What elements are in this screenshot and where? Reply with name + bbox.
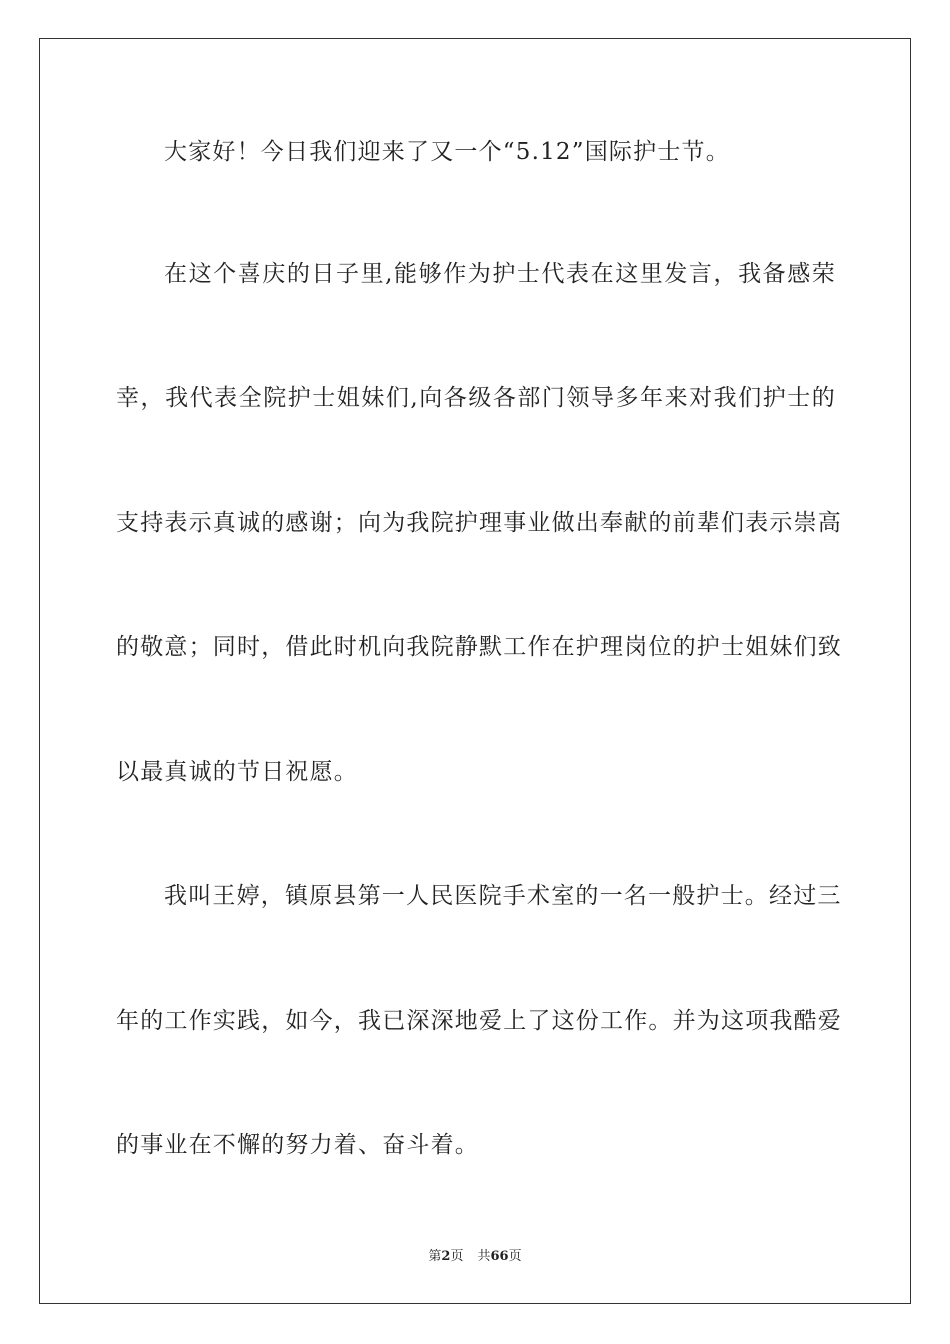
total-suffix: 页: [508, 1249, 522, 1264]
page-border: [39, 38, 911, 1304]
paragraph-2-line-1: 在这个喜庆的日子里,能够作为护士代表在这里发言，我备感荣: [164, 261, 836, 287]
page-suffix: 页: [450, 1249, 464, 1264]
paragraph-2-line-3: 支持表示真诚的感谢；向为我院护理事业做出奉献的前辈们表示崇高: [116, 510, 842, 536]
total-pages: 66: [490, 1249, 509, 1264]
paragraph-1-line-1: 大家好！今日我们迎来了又一个“5.12”国际护士节。: [164, 139, 730, 165]
paragraph-2-line-4: 的敬意；同时，借此时机向我院静默工作在护理岗位的护士姐妹们致: [116, 634, 842, 660]
paragraph-3-line-1: 我叫王婷，镇原县第一人民医院手术室的一名一般护士。经过三: [164, 883, 842, 909]
paragraph-2-line-5: 以最真诚的节日祝愿。: [116, 759, 358, 785]
paragraph-3-line-2: 年的工作实践，如今，我已深深地爱上了这份工作。并为这项我酷爱: [116, 1008, 842, 1034]
page-number: 2: [441, 1249, 451, 1264]
page-footer: [0, 1248, 950, 1266]
paragraph-2-line-2: 幸，我代表全院护士姐妹们,向各级各部门领导多年来对我们护士的: [116, 385, 836, 411]
total-prefix: 共: [477, 1249, 491, 1264]
page-prefix: 第: [428, 1249, 442, 1264]
paragraph-3-line-3: 的事业在不懈的努力着、奋斗着。: [116, 1132, 479, 1158]
